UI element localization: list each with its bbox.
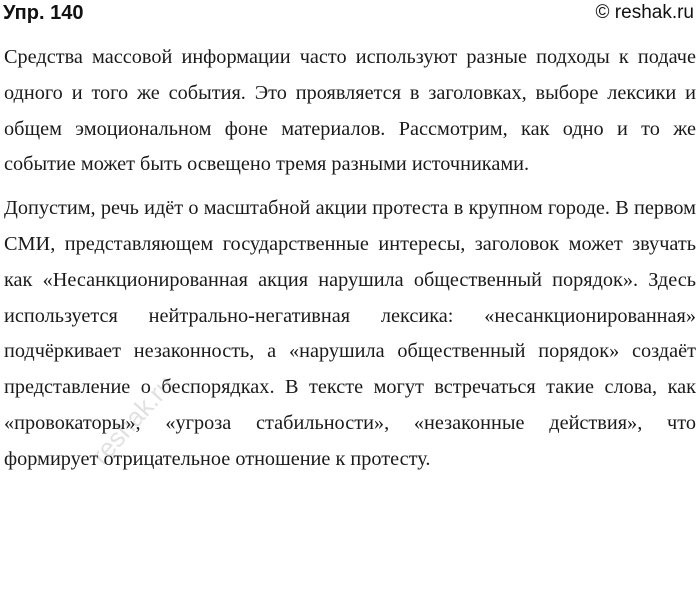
body-text [4, 40, 696, 478]
header [0, 0, 700, 30]
paragraph-2: Допустим, речь идёт о масштабной акции протеста в крупном городе. В первом СМИ, представляющем государственные интересы, заголовок может звучать как «Несанкционированная акция нарушила общественный порядок». Здесь используется нейтрально-негативная лексика: «несанкционированная» подчёркивает незаконность, а «нарушила общественный порядок» создаёт представление о беспорядках. В тексте могут встречаться такие слова, как «провокаторы», «угроза стабильности», «незаконные действия», что формирует отрицательное отношение к протесту. [4, 197, 696, 470]
exercise-title: Упр. 140 [3, 2, 84, 24]
paragraph-1: Средства массовой информации часто используют разные подходы к подаче одного и того же события. Это проявляется в заголовках, выборе лексики и общем эмоциональном фоне материалов. Рассмотрим, как одно и то же событие может быть освещено тремя разными источниками. [4, 46, 696, 176]
copyright-notice: © reshak.ru [595, 2, 694, 23]
watermark: reshak.ru [85, 369, 180, 471]
